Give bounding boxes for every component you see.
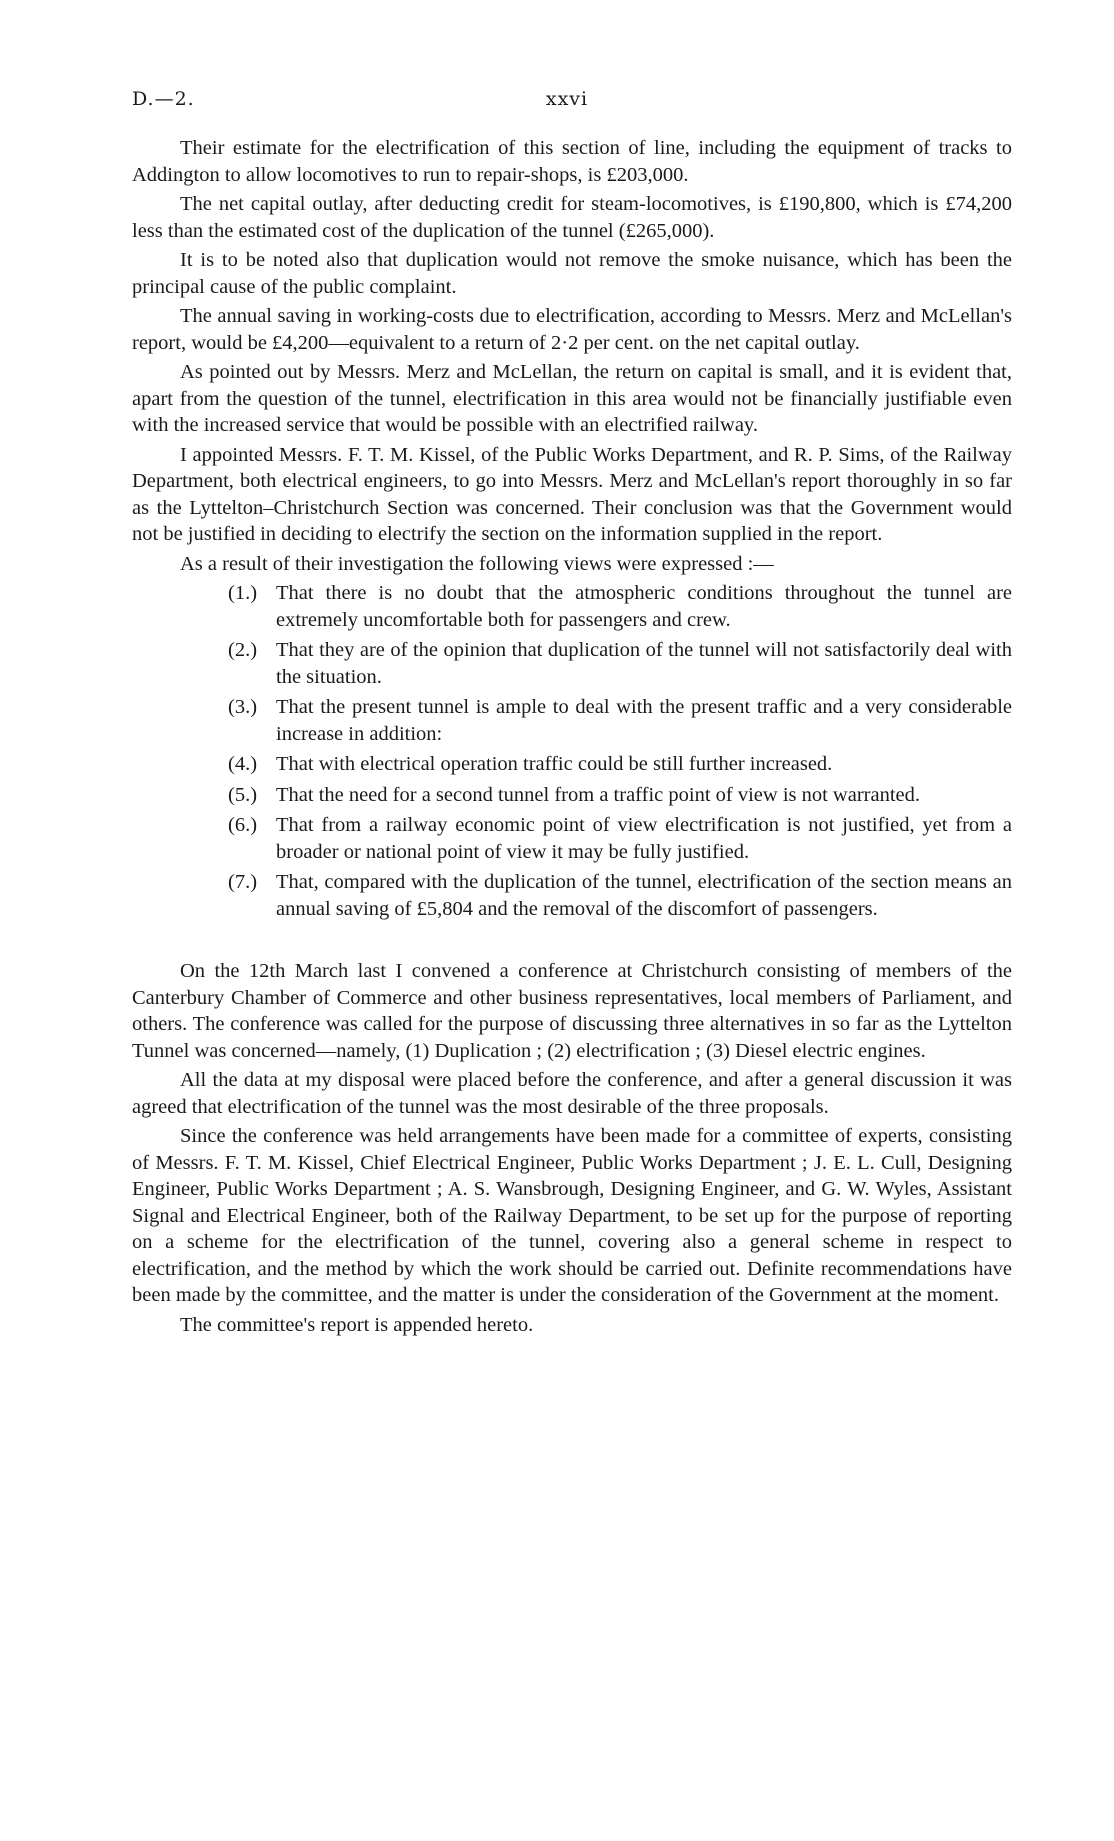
- paragraph: The annual saving in working-costs due to electrification, according to Messrs. Merz and McLellan's report, would be £4,200—equivalent to a return of 2·2 per cent. on the net capital outlay.: [132, 305, 1012, 354]
- paragraph: It is to be noted also that duplication would not remove the smoke nuisance, which has been the principal cause of the public complaint.: [132, 249, 1012, 298]
- paragraph: The net capital outlay, after deducting credit for steam-locomotives, is £190,800, which is £74,200 less than the estimated cost of the duplication of the tunnel (£265,000).: [132, 193, 1012, 242]
- list-item: [132, 869, 1012, 922]
- list-item: [132, 782, 1012, 809]
- list-item-number: (3.): [228, 696, 258, 718]
- list-item-text: That, compared with the duplication of the tunnel, electrification of the section means an annual saving of £5,804 and the removal of the discomfort of passengers.: [276, 871, 1012, 920]
- list-item: [132, 637, 1012, 690]
- paragraph: As a result of their investigation the following views were expressed :—: [180, 552, 774, 575]
- paragraph: All the data at my disposal were placed before the conference, and after a general discussion it was agreed that electrification of the tunnel was the most desirable of the three proposals.: [132, 1069, 1012, 1118]
- list-item-text: That the present tunnel is ample to deal with the present traffic and a very considerable increase in addition:: [276, 696, 1012, 745]
- list-item-text: That from a railway economic point of view electrification is not justified, yet from a broader or national point of view it may be fully justified.: [276, 814, 1012, 863]
- list-item-number: (5.): [228, 783, 258, 806]
- list-item-number: (2.): [228, 639, 258, 661]
- paragraph: I appointed Messrs. F. T. M. Kissel, of the Public Works Department, and R. P. Sims, of the Railway Department, both electrical engineers, to go into Messrs. Merz and McLellan's report thoroughly in so far as the Lyttelton–Christchurch Section was concerned. Their conclusion was that the Government would not be justified in deciding to electrify the section on the information supplied in the report.: [132, 443, 1012, 545]
- list-item-text: That there is no doubt that the atmospheric conditions throughout the tunnel are extremely uncomfortable both for passengers and crew.: [276, 582, 1012, 631]
- paragraph: The committee's report is appended hereto.: [180, 1313, 534, 1336]
- document-body: [132, 135, 1012, 1341]
- list-item: [132, 580, 1012, 633]
- page-header: [132, 88, 1002, 118]
- list-item-number: (7.): [228, 871, 258, 893]
- list-item-number: (4.): [228, 753, 258, 775]
- list-item-number: (1.): [228, 582, 258, 604]
- views-list: [132, 580, 1012, 922]
- list-item-number: (6.): [228, 814, 258, 836]
- section-spacer: [132, 926, 1012, 958]
- paragraph: Their estimate for the electrification of this section of line, including the equipment of tracks to Addington to allow locomotives to run to repair-shops, is £203,000.: [132, 137, 1012, 186]
- paragraph: On the 12th March last I convened a conference at Christchurch consisting of members of the Canterbury Chamber of Commerce and other business representatives, local members of Parliament, and others. The conference was called for the purpose of discussing three alternatives in so far as the Lyttelton Tunnel was concerned—namely, (1) Duplication ; (2) electrification ; (3) Diesel electric engines.: [132, 960, 1012, 1062]
- list-item-text: That they are of the opinion that duplication of the tunnel will not satisfactorily deal with the situation.: [276, 639, 1012, 688]
- paragraph: Since the conference was held arrangements have been made for a committee of experts, consisting of Messrs. F. T. M. Kissel, Chief Electrical Engineer, Public Works Department ; J. E. L. Cull, Designing Engineer, Public Works Department ; A. S. Wansbrough, Designing Engineer, and G. W. Wyles, Assistant Signal and Electrical Engineer, both of the Railway Department, to be set up for the purpose of reporting on a scheme for the electrification of the tunnel, covering also a general scheme in respect to electrification, and the method by which the work should be carried out. Definite recommendations have been made by the committee, and the matter is under the consideration of the Government at the moment.: [132, 1125, 1012, 1306]
- paragraph: As pointed out by Messrs. Merz and McLellan, the return on capital is small, and it is evident that, apart from the question of the tunnel, electrification in this area would not be financially justifiable even with the increased service that would be possible with an electrified railway.: [132, 361, 1012, 436]
- page-number: xxvi: [545, 88, 589, 110]
- document-reference: D.—2.: [132, 88, 195, 110]
- list-item: [132, 812, 1012, 865]
- list-item-text: That the need for a second tunnel from a traffic point of view is not warranted.: [276, 783, 921, 806]
- list-item: [132, 694, 1012, 747]
- list-item: [132, 751, 1012, 778]
- list-item-text: That with electrical operation traffic could be still further increased.: [276, 753, 833, 775]
